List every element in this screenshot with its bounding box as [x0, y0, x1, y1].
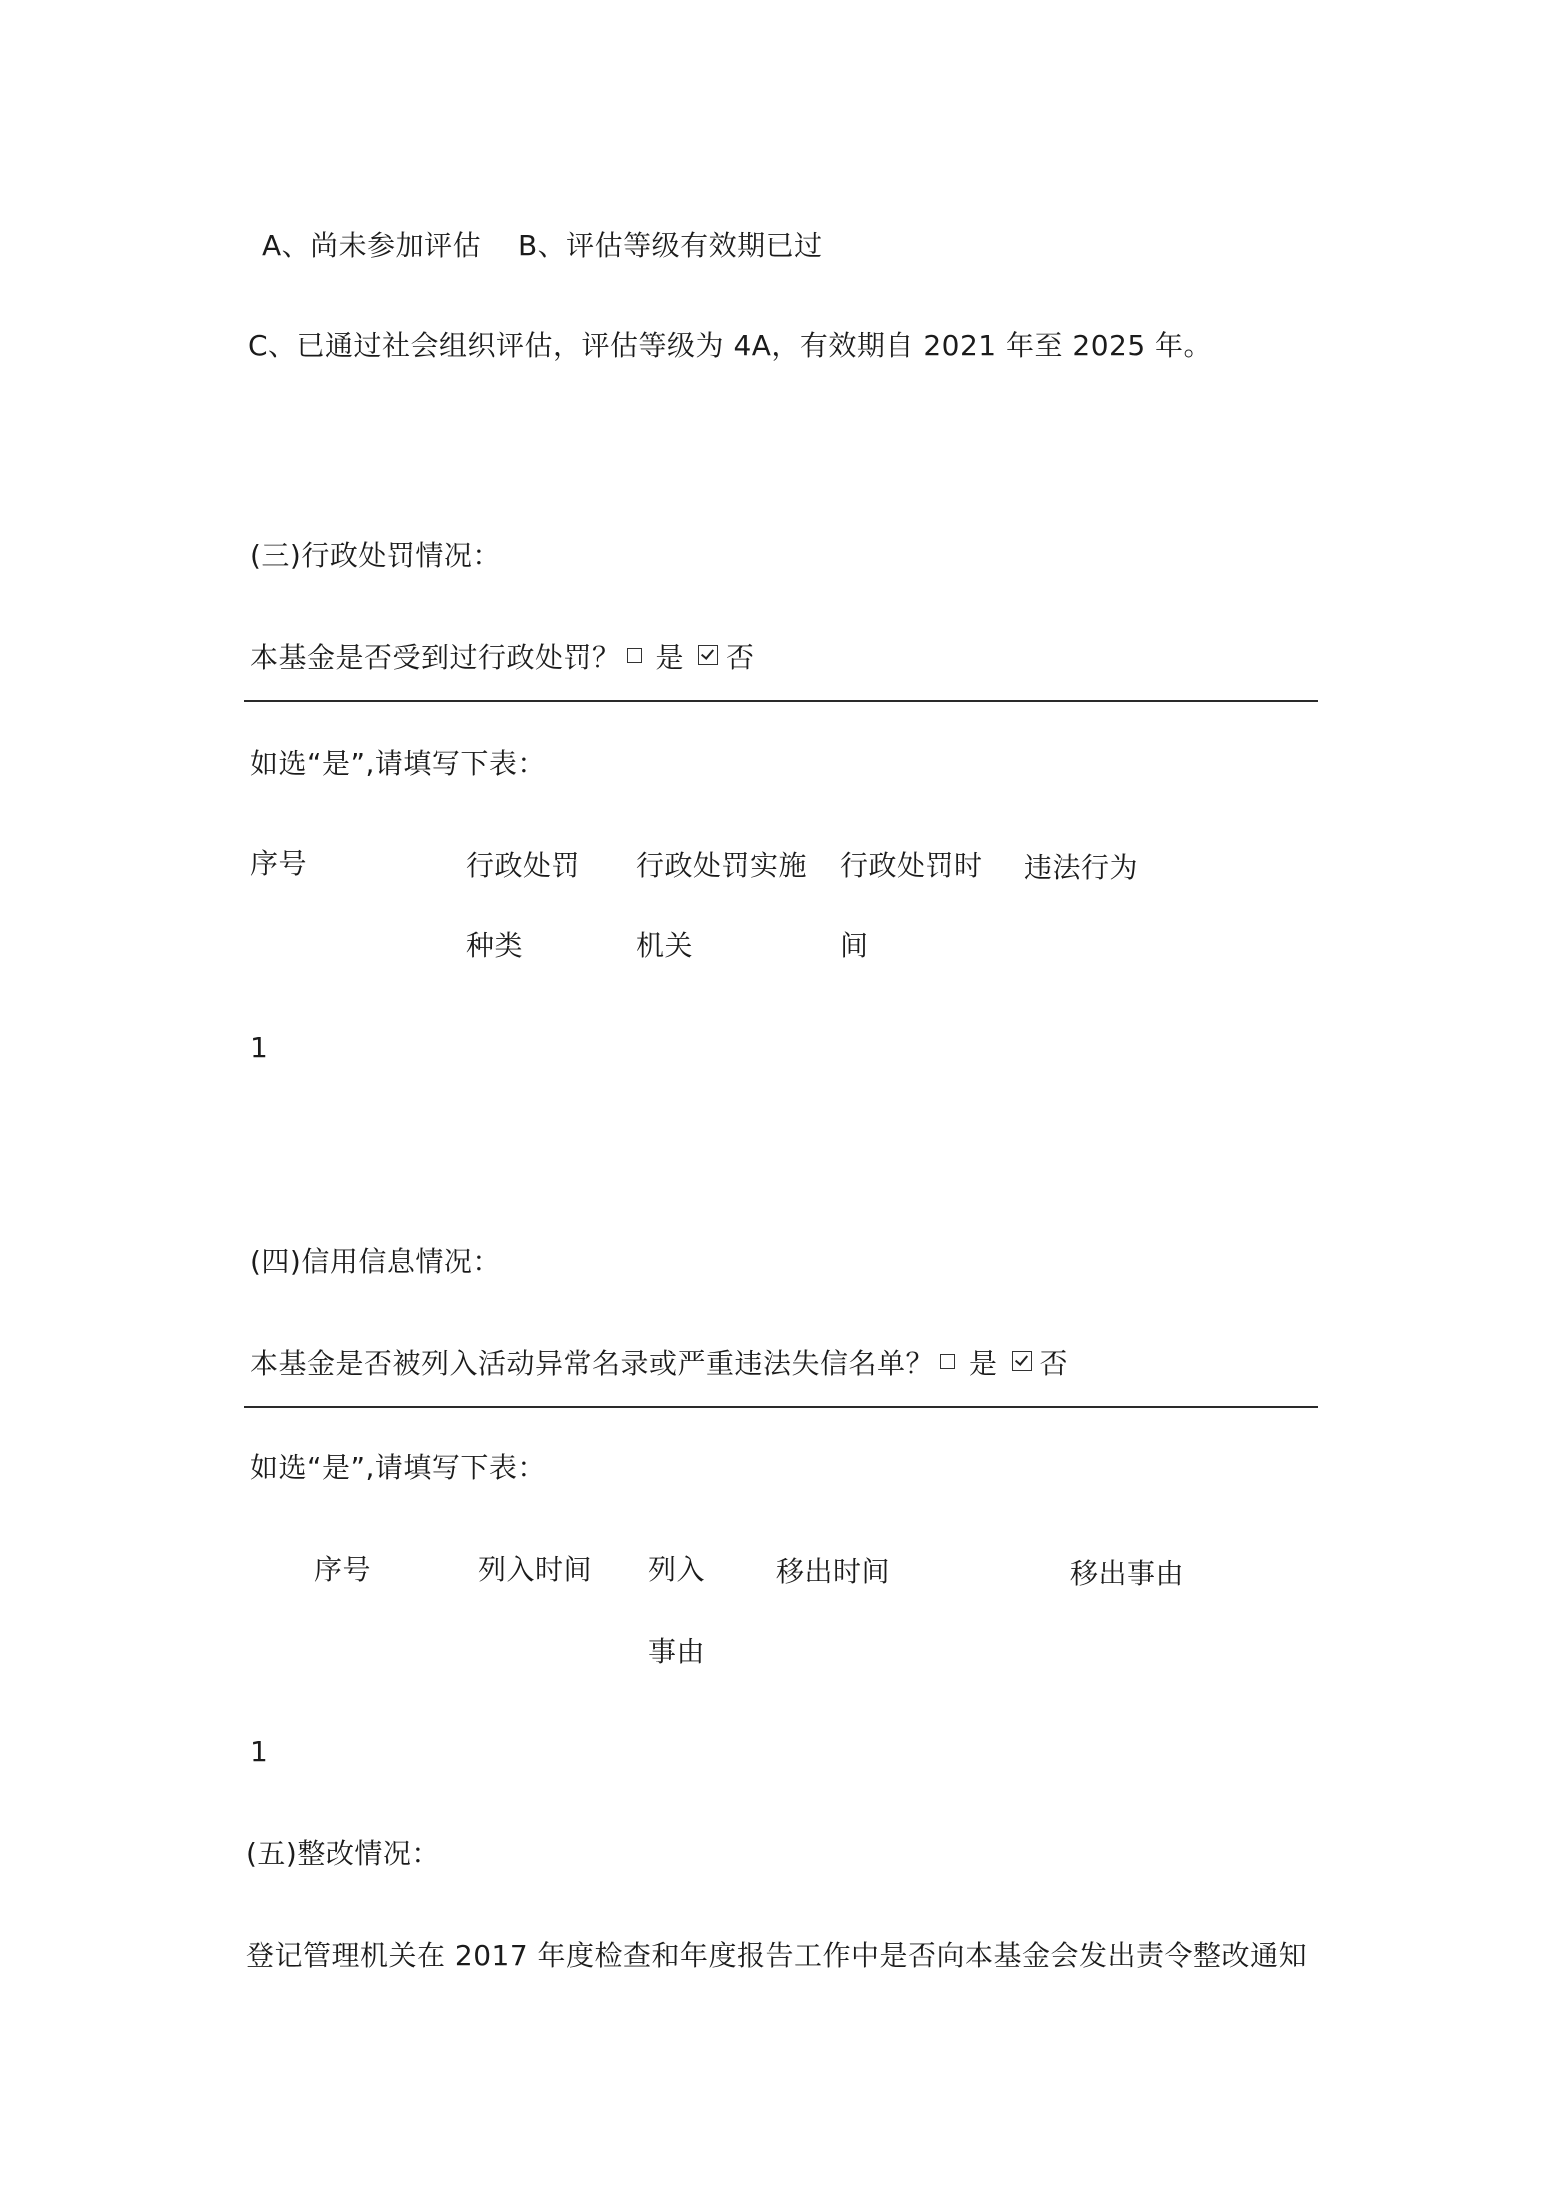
penalty-table-header: 行政处罚 — [466, 849, 581, 882]
credit-table-header: 移出事由 — [1070, 1557, 1185, 1590]
credit-question-line — [250, 1346, 1068, 1382]
penalty-yes-label: 是 — [655, 641, 685, 674]
credit-table-cell: 1 — [250, 1735, 269, 1768]
penalty-table-header-line2: 种类 — [466, 929, 524, 962]
credit-instruction: 如选“是”,请填写下表： — [250, 1451, 546, 1484]
penalty-divider — [244, 700, 1318, 702]
penalty-table-header: 行政处罚实施 — [636, 849, 808, 882]
penalty-table-cell: 1 — [250, 1031, 269, 1064]
credit-table-header: 列入时间 — [478, 1553, 593, 1586]
credit-table-header-line2: 事由 — [648, 1635, 706, 1668]
credit-heading: (四)信用信息情况： — [250, 1245, 501, 1278]
penalty-yes-checkbox-icon — [627, 648, 642, 663]
penalty-table-header: 违法行为 — [1024, 851, 1139, 884]
credit-table-header: 列入 — [648, 1553, 706, 1586]
credit-table-header: 移出时间 — [776, 1555, 891, 1588]
credit-no-checked-checkbox-icon — [1012, 1351, 1032, 1371]
penalty-heading: (三)行政处罚情况： — [250, 539, 501, 572]
evaluation-options-line — [262, 228, 823, 264]
credit-yes-label: 是 — [969, 1347, 998, 1380]
penalty-table-header: 序号 — [250, 847, 308, 880]
rectification-text: 登记管理机关在 2017 年度检查和年度报告工作中是否向本基金会发出责令整改通知 — [246, 1939, 1308, 1972]
penalty-table-header-line2: 机关 — [636, 929, 694, 962]
credit-question: 本基金是否被列入活动异常名录或严重违法失信名单？ — [250, 1347, 935, 1380]
penalty-table-header-line2: 间 — [840, 929, 869, 962]
penalty-table-header: 行政处罚时 — [840, 849, 983, 882]
credit-yes-checkbox-icon — [940, 1354, 955, 1369]
evaluation-option-b: B、评估等级有效期已过 — [517, 229, 823, 262]
credit-no-label: 否 — [1039, 1347, 1069, 1380]
penalty-question: 本基金是否受到过行政处罚？ — [250, 641, 621, 674]
penalty-no-label: 否 — [726, 641, 755, 674]
rectification-heading: (五)整改情况： — [246, 1837, 440, 1870]
credit-divider — [244, 1406, 1318, 1408]
credit-table-header: 序号 — [314, 1553, 372, 1586]
penalty-no-checked-checkbox-icon — [698, 645, 718, 665]
penalty-instruction: 如选“是”,请填写下表： — [250, 747, 546, 780]
evaluation-option-c: C、已通过社会组织评估，评估等级为 4A，有效期自 2021 年至 2025 年。 — [248, 329, 1213, 362]
penalty-question-line — [250, 640, 755, 676]
evaluation-option-a: A、尚未参加评估 — [262, 229, 482, 262]
